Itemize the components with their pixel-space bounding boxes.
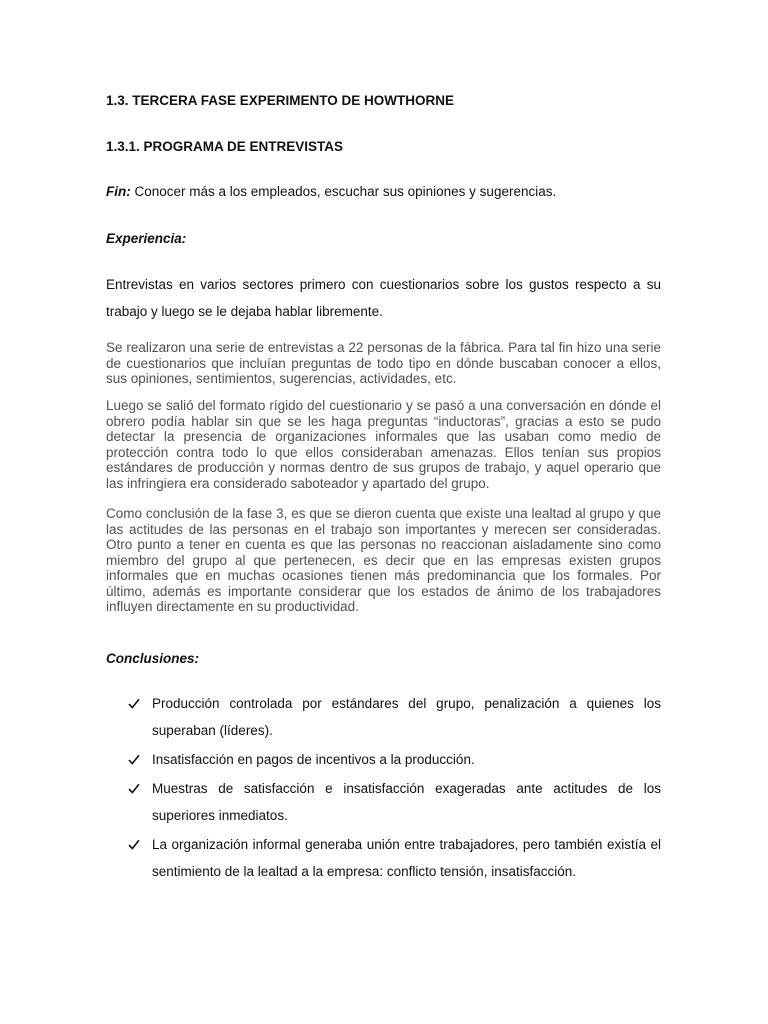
checkmark-icon xyxy=(128,831,142,858)
fin-label: Fin: xyxy=(106,184,131,199)
paragraph-3: Como conclusión de la fase 3, es que se dieron cuenta que existe una lealtad al grupo y que las actitudes de las personas en el trabajo son importantes y merecen ser consideradas. Otro punto a tener en cuenta es que las personas no reaccionan aisladamente sino como miembro del grupo al que pertenecen, es decir que en las empresas existen grupos informales que en muchas ocasiones tienen más predominancia que los formales. Por último, además es importante considerar que los estados de ánimo de los trabajadores influyen directamente en su productividad. xyxy=(106,506,661,614)
conclusiones-label-text: Conclusiones: xyxy=(106,651,200,666)
checkmark-icon xyxy=(128,690,142,717)
list-item xyxy=(128,690,661,744)
fin-paragraph xyxy=(106,184,661,200)
conclusiones-label xyxy=(106,651,661,667)
list-item xyxy=(128,746,661,773)
checkmark-icon xyxy=(128,746,142,773)
experiencia-text: Entrevistas en varios sectores primero con cuestionarios sobre los gustos respecto a su trabajo y luego se le dejaba hablar libremente. xyxy=(106,277,661,319)
list-item-text: Producción controlada por estándares del grupo, penalización a quienes los superaban (líderes). xyxy=(152,696,661,738)
fin-text: Conocer más a los empleados, escuchar sus opiniones y sugerencias. xyxy=(130,184,557,199)
list-item xyxy=(128,831,661,885)
checkmark-icon xyxy=(128,775,142,802)
section-heading: 1.3. TERCERA FASE EXPERIMENTO DE HOWTHORNE xyxy=(106,93,455,108)
list-item-text: Insatisfacción en pagos de incentivos a la producción. xyxy=(152,752,475,767)
conclusiones-list xyxy=(128,690,661,887)
experiencia-label xyxy=(106,231,661,247)
experiencia-label-text: Experiencia: xyxy=(106,231,187,246)
paragraph-1: Se realizaron una serie de entrevistas a 22 personas de la fábrica. Para tal fin hizo una serie de cuestionarios que incluían preguntas de todo tipo en dónde buscaban conocer a ellos, sus opiniones, sentimientos, sugerencias, actividades, etc. xyxy=(106,340,661,386)
paragraph-2: Luego se salió del formato rígido del cuestionario y se pasó a una conversación en dónde el obrero podía hablar sin que se les haga preguntas “inductoras”, gracias a esto se pudo detectar la presencia de organizaciones informales que las usaban como medio de protección contra todo lo que ellos consideraban amenazas. Ellos tenían sus propios estándares de producción y normas dentro de sus grupos de trabajo, y aquel operario que las infringiera era considerado saboteador y apartado del grupo. xyxy=(106,398,661,491)
list-item-text: Muestras de satisfacción e insatisfacción exageradas ante actitudes de los superiores inmediatos. xyxy=(152,781,661,823)
list-item xyxy=(128,775,661,829)
list-item-text: La organización informal generaba unión entre trabajadores, pero también existía el sentimiento de la lealtad a la empresa: conflicto tensión, insatisfacción. xyxy=(152,837,661,879)
subsection-heading: 1.3.1. PROGRAMA DE ENTREVISTAS xyxy=(106,139,344,154)
